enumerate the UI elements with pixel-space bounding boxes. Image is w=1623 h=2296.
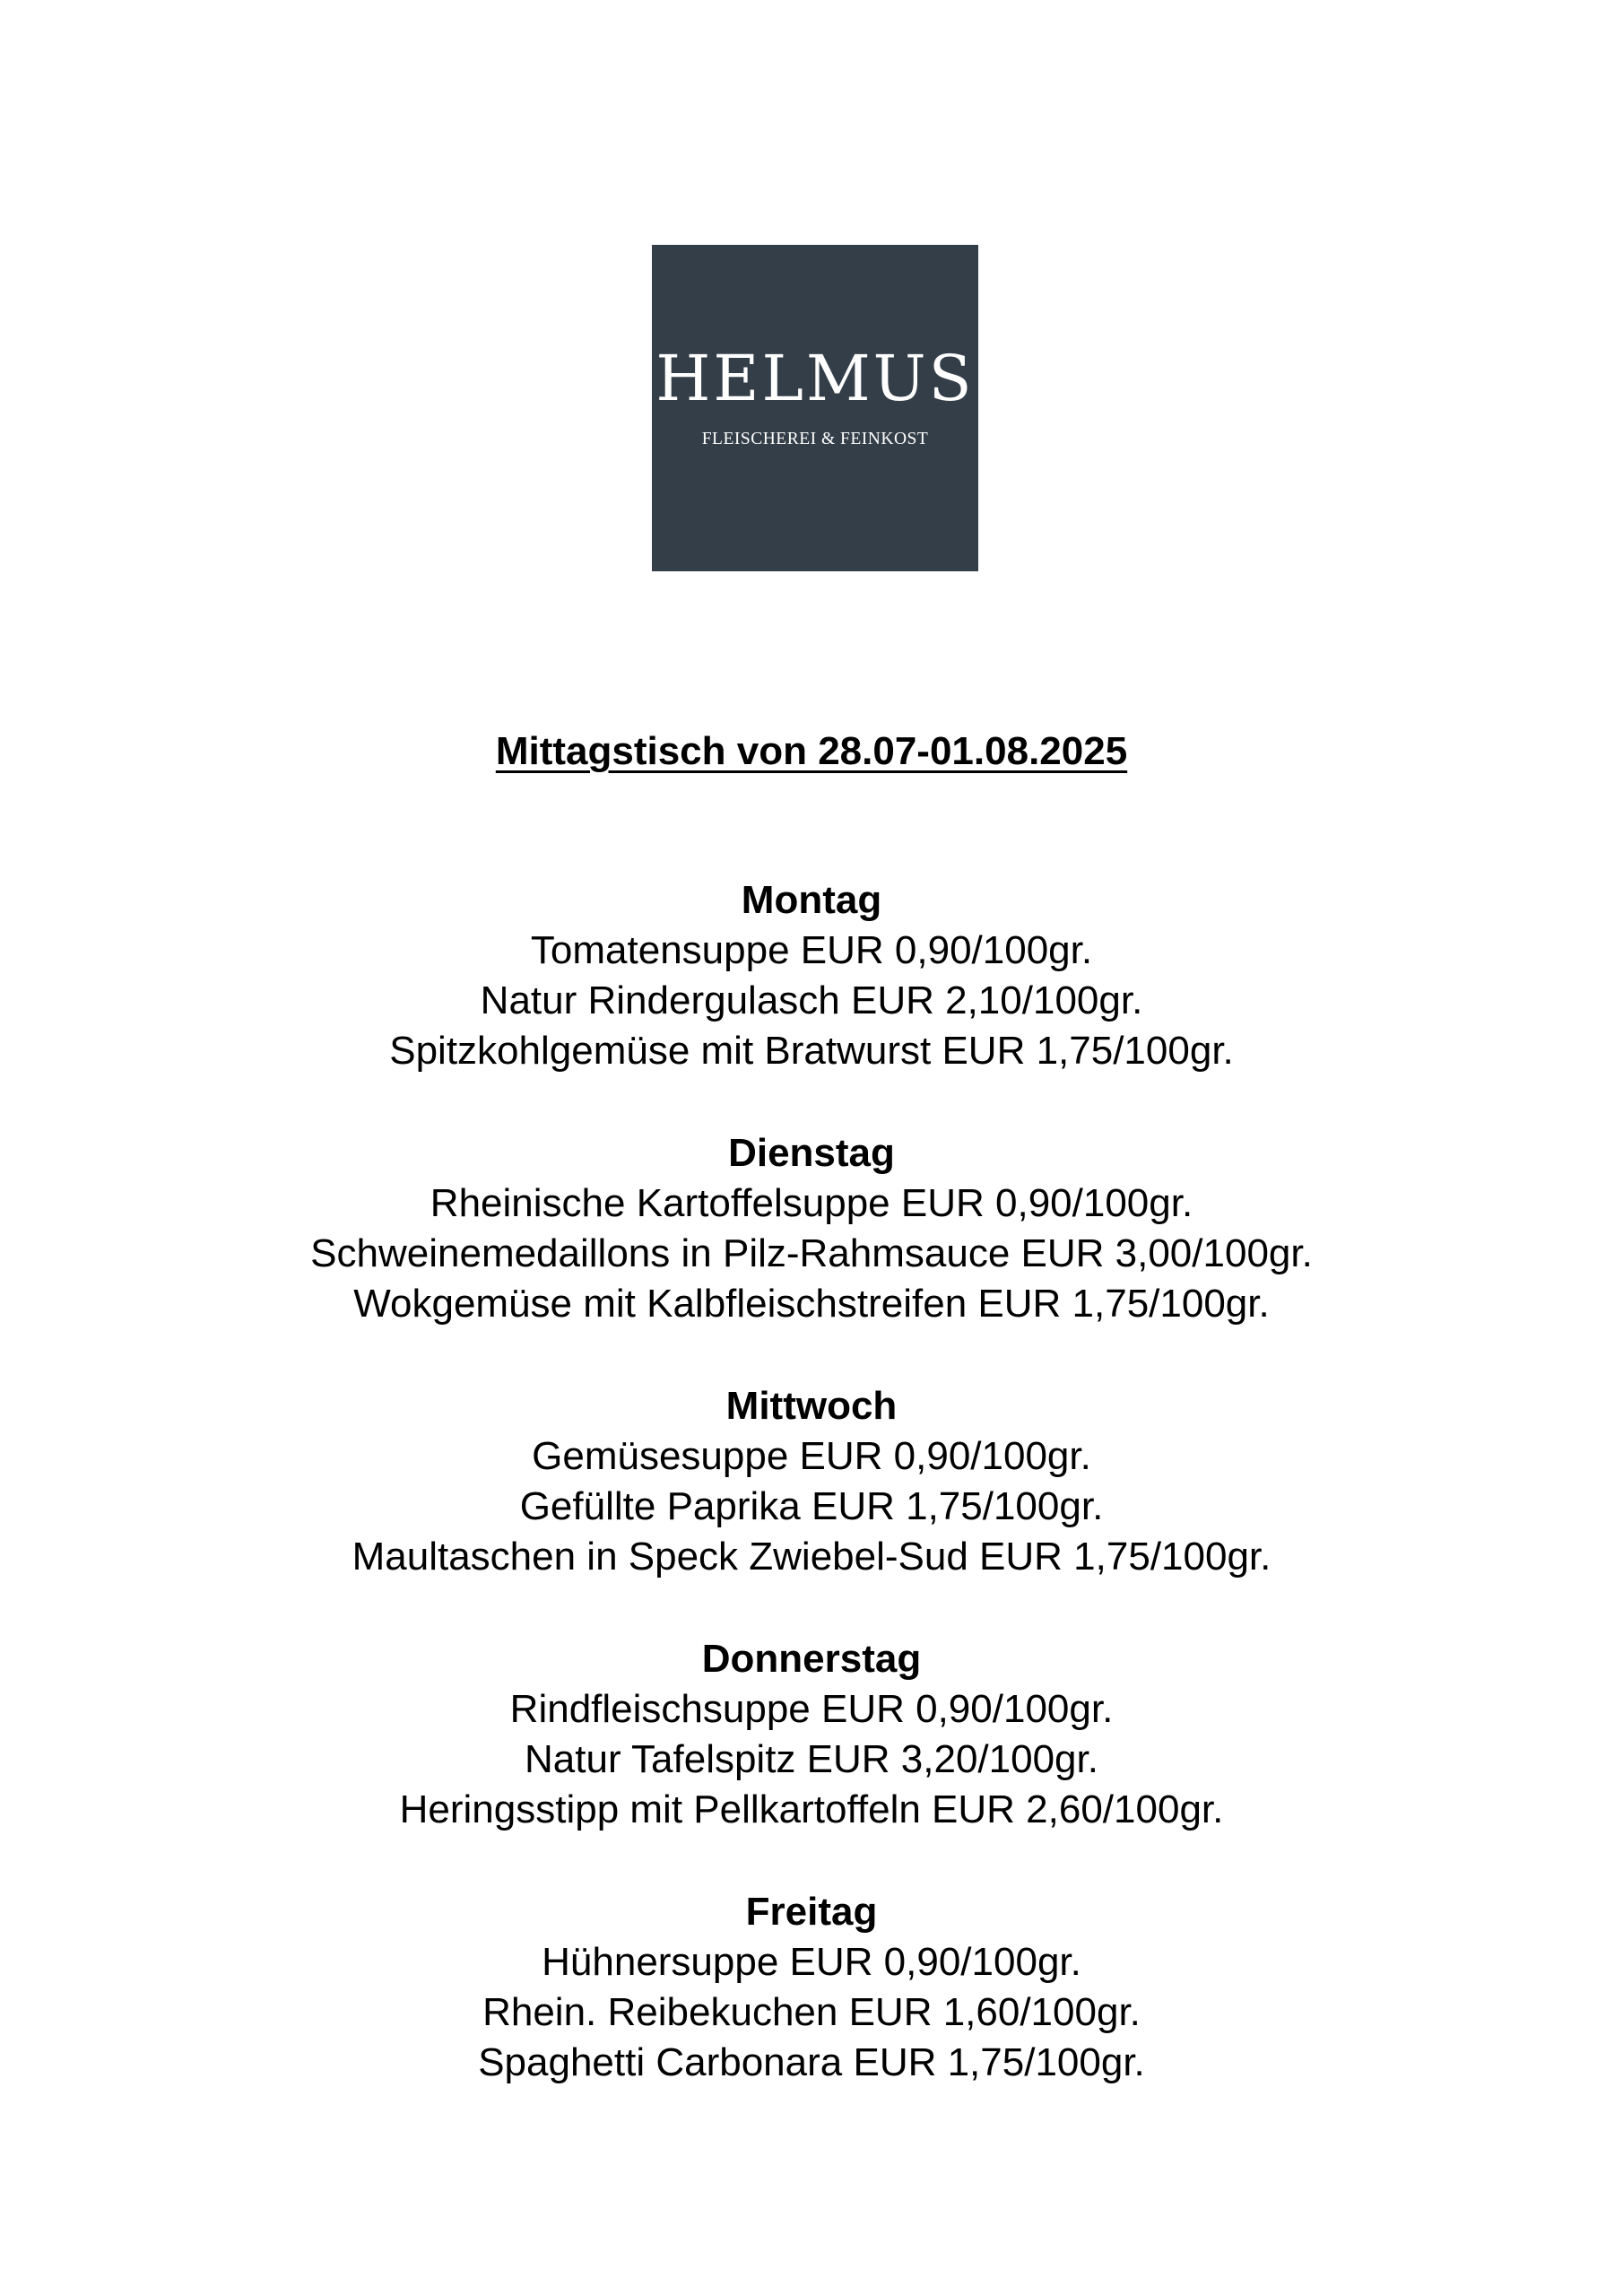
day-monday: [0, 875, 1623, 1076]
day-name: Mittwoch: [725, 1384, 898, 1428]
logo: [652, 245, 978, 571]
logo-name: HELMUS: [655, 342, 975, 415]
dish-item: Maultaschen in Speck Zwiebel-Sud EUR 1,75/100gr.: [352, 1535, 1271, 1578]
dish-item: Natur Tafelspitz EUR 3,20/100gr.: [525, 1737, 1098, 1781]
logo-subtitle: FLEISCHEREI & FEINKOST: [701, 430, 929, 448]
day-wednesday: [0, 1381, 1623, 1582]
dish-item: Natur Rindergulasch EUR 2,10/100gr.: [480, 978, 1143, 1022]
dish-item: Wokgemüse mit Kalbfleischstreifen EUR 1,75/100gr.: [353, 1282, 1270, 1326]
day-name: Montag: [741, 878, 882, 922]
page-title: Mittagstisch von 28.07-01.08.2025: [495, 729, 1128, 773]
menu-list: [0, 875, 1623, 2140]
dish-item: Schweinemedaillons in Pilz-Rahmsauce EUR 3,00/100gr.: [310, 1231, 1313, 1275]
dish-item: Hühnersuppe EUR 0,90/100gr.: [542, 1940, 1081, 1984]
dish-item: Spitzkohlgemüse mit Bratwurst EUR 1,75/100gr.: [389, 1029, 1234, 1073]
dish-item: Rhein. Reibekuchen EUR 1,60/100gr.: [482, 1990, 1141, 2034]
dish-item: Heringsstipp mit Pellkartoffeln EUR 2,60/100gr.: [399, 1787, 1224, 1831]
dish-item: Spaghetti Carbonara EUR 1,75/100gr.: [478, 2040, 1145, 2084]
dish-item: Rheinische Kartoffelsuppe EUR 0,90/100gr.: [430, 1181, 1193, 1225]
dish-item: Tomatensuppe EUR 0,90/100gr.: [530, 928, 1093, 972]
day-name: Dienstag: [728, 1131, 895, 1175]
day-name: Donnerstag: [701, 1637, 922, 1681]
dish-item: Rindfleischsuppe EUR 0,90/100gr.: [509, 1687, 1114, 1731]
day-name: Freitag: [745, 1890, 878, 1934]
day-thursday: [0, 1634, 1623, 1835]
dish-item: Gemüsesuppe EUR 0,90/100gr.: [532, 1434, 1091, 1478]
dish-item: Gefüllte Paprika EUR 1,75/100gr.: [519, 1484, 1104, 1528]
day-friday: [0, 1887, 1623, 2088]
day-tuesday: [0, 1128, 1623, 1329]
